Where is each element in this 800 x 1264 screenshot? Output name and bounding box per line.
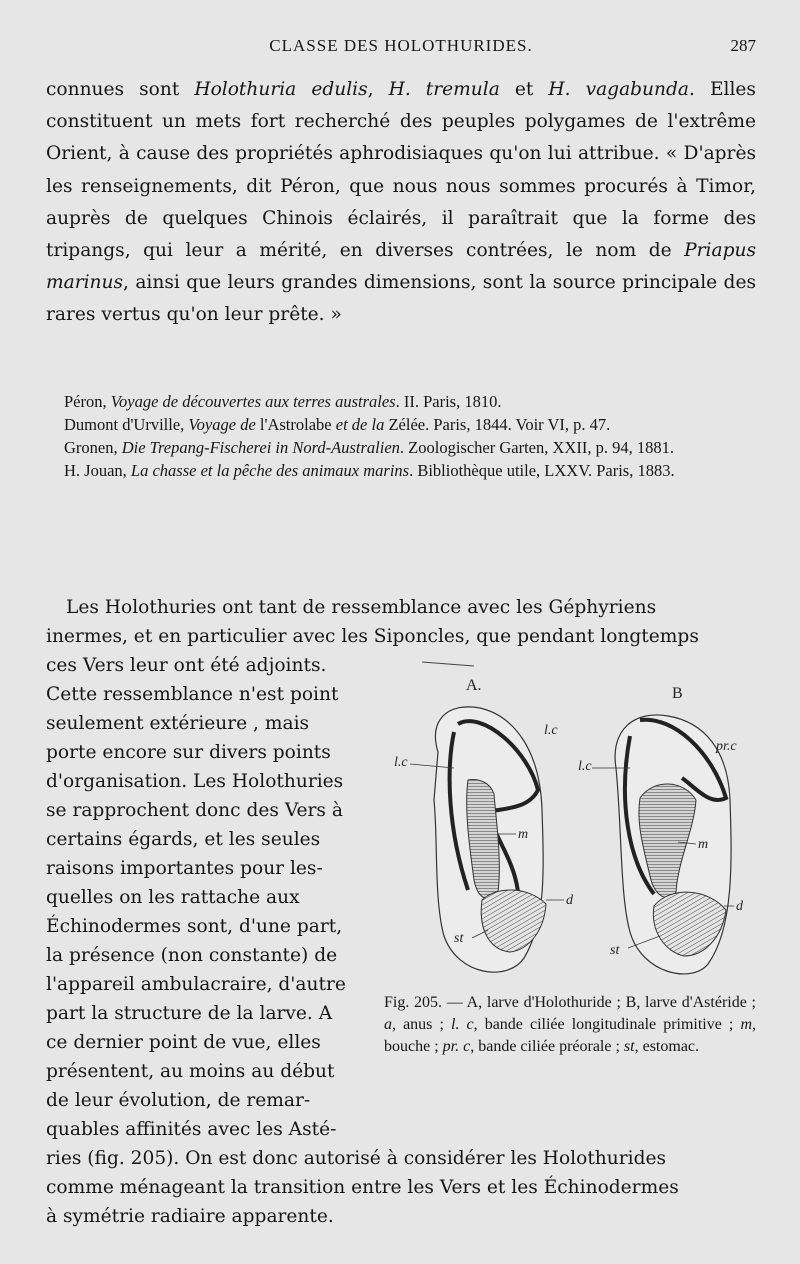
text-line: Échinodermes sont, d'une part, xyxy=(46,916,343,937)
ref-author: H. Jouan, xyxy=(64,461,131,480)
text-line: seulement extérieure , mais xyxy=(46,713,310,734)
caption-text: , bouche ; xyxy=(384,1016,757,1055)
page-number: 287 xyxy=(730,36,756,55)
label-b-st: st xyxy=(610,943,620,958)
text-run: et xyxy=(499,79,549,100)
dash-mark xyxy=(422,662,474,666)
figure-caption xyxy=(384,992,756,1058)
ref-author: Gronen, xyxy=(64,438,122,457)
ref-title: La chasse et la pêche des animaux marins xyxy=(130,461,410,480)
label-a-lc-right: l.c xyxy=(544,723,558,738)
running-head xyxy=(46,36,756,62)
label-b-lc: l.c xyxy=(578,759,592,774)
reference-item xyxy=(46,436,756,459)
ref-title-ship: l'Astrolabe xyxy=(255,415,336,434)
text-line: l'appareil ambulacraire, d'autre xyxy=(46,974,346,995)
reference-item xyxy=(46,459,756,482)
ref-details: Zélée. Paris, 1844. Voir VI, p. 47. xyxy=(384,415,611,434)
label-b-m: m xyxy=(698,837,709,852)
text-line: à symétrie radiaire apparente. xyxy=(46,1206,334,1227)
caption-text: , anus ; xyxy=(392,1016,451,1033)
caption-text: , bande ciliée préorale ; xyxy=(470,1038,624,1055)
caption-abbr: l. c xyxy=(451,1016,474,1033)
text-line: quables affinités avec les Asté- xyxy=(46,1119,337,1140)
text-line: ce dernier point de vue, elles xyxy=(46,1032,321,1053)
caption-text: , estomac. xyxy=(634,1038,700,1055)
ref-title: et de la xyxy=(335,415,385,434)
text-line: quelles on les rattache aux xyxy=(46,887,300,908)
text-run: . Elles constituent un mets fort recherché des peuples polygames de l'extrême Orient, à cause des propriétés aphrodisiaques qu'on lui attribue. « D'après les renseignements, dit Péron, que nous nous sommes procurés à Timor, auprès de quelques Chinois éclairés, il paraîtrait que la forme des tripangs, qui leur a mérité, en diverses contrées, le nom de xyxy=(46,79,756,262)
label-b-d: d xyxy=(736,899,743,914)
species-name: Priapus marinus xyxy=(46,240,756,294)
caption-abbr: m xyxy=(740,1016,753,1033)
larva-a-stomach xyxy=(481,890,546,952)
species-name: Holothuria edulis xyxy=(194,79,368,100)
reference-item xyxy=(46,390,756,413)
species-name: H. vagabunda xyxy=(548,79,689,100)
running-head-title: CLASSE DES HOLOTHURIDES. xyxy=(269,36,533,55)
text-line: raisons importantes pour les- xyxy=(46,858,323,879)
ref-title: Voyage de découvertes aux terres australes xyxy=(110,392,396,411)
text-run: , xyxy=(367,79,389,100)
text-line: ries (fig. 205). On est donc autorisé à considérer les Holothurides xyxy=(46,1148,667,1169)
label-b: B xyxy=(672,685,683,702)
label-b-prc: pr.c xyxy=(716,739,737,754)
reference-item xyxy=(46,413,756,436)
text-line: d'organisation. Les Holothuries xyxy=(46,771,344,792)
label-a-m: m xyxy=(518,827,529,842)
text-line: porte encore sur divers points xyxy=(46,742,331,763)
text-run: connues sont xyxy=(46,79,195,100)
text-line: comme ménageant la transition entre les Vers et les Échinodermes xyxy=(46,1177,679,1198)
ref-author: Dumont d'Urville, xyxy=(64,415,189,434)
text-run: , ainsi que leurs grandes dimensions, sont la source principale des rares vertus qu'on leur prête. » xyxy=(46,272,756,326)
caption-text: , bande ciliée longitudinale primitive ; xyxy=(473,1016,741,1033)
caption-abbr: pr. c xyxy=(442,1038,471,1055)
larva-a-drawing xyxy=(394,677,574,972)
bibliography xyxy=(46,390,756,482)
caption-abbr: a xyxy=(384,1016,392,1033)
caption-abbr: st xyxy=(623,1038,635,1055)
text-line: de leur évolution, de remar- xyxy=(46,1090,311,1111)
text-line: la présence (non constante) de xyxy=(46,945,338,966)
ref-title: Voyage de xyxy=(188,415,256,434)
text-line: certains égards, et les seules xyxy=(46,829,321,850)
ref-author: Péron, xyxy=(64,392,111,411)
figure-205-larvae xyxy=(378,660,770,990)
label-a-d: d xyxy=(566,893,573,908)
ref-title: Die Trepang-Fischerei in Nord-Australien xyxy=(121,438,400,457)
ref-details: . Zoologischer Garten, XXII, p. 94, 1881. xyxy=(399,438,674,457)
ref-details: . II. Paris, 1810. xyxy=(395,392,502,411)
larva-b-drawing xyxy=(578,685,744,974)
label-a: A. xyxy=(466,677,482,694)
text-line: inermes, et en particulier avec les Siponcles, que pendant longtemps xyxy=(46,626,699,647)
text-line: part la structure de la larve. A xyxy=(46,1003,333,1024)
label-a-st: st xyxy=(454,931,464,946)
caption-text: Fig. 205. — A, larve d'Holothuride ; B, larve d'Astéride ; xyxy=(384,994,756,1011)
text-line: présentent, au moins au début xyxy=(46,1061,335,1082)
paragraph-tripangs xyxy=(46,74,756,332)
text-line: ces Vers leur ont été adjoints. xyxy=(46,655,327,676)
label-a-lc-left: l.c xyxy=(394,755,408,770)
text-line: Cette ressemblance n'est point xyxy=(46,684,339,705)
species-name: H. tremula xyxy=(388,79,500,100)
ref-details: . Bibliothèque utile, LXXV. Paris, 1883. xyxy=(409,461,675,480)
text-line: Les Holothuries ont tant de ressemblance avec les Géphyriens xyxy=(66,597,657,618)
text-line: se rapprochent donc des Vers à xyxy=(46,800,343,821)
